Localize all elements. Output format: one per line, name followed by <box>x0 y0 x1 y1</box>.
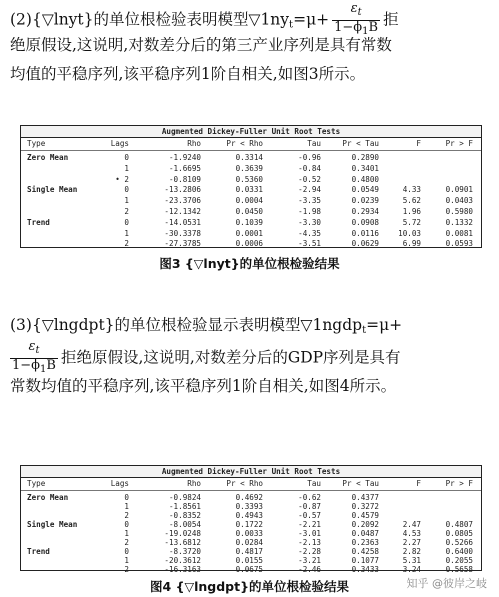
table-cell: 0.3639 <box>235 163 263 173</box>
paragraph-1-line-2: 绝原假设,这说明,对数差分后的第三产业序列是具有常数 <box>10 36 392 54</box>
table-cell: 0.0284 <box>235 538 263 547</box>
fraction-denominator: 1−ϕ <box>12 358 41 373</box>
table-cell: 0.5980 <box>445 206 473 216</box>
adf-table-1 <box>20 125 482 248</box>
column-header: Rho <box>187 479 201 488</box>
table-cell: 0.4817 <box>235 547 263 556</box>
table-cell: 3.24 <box>402 565 421 574</box>
paragraph-1-line-3: 均值的平稳序列,该平稳序列1阶自相关,如图3所示。 <box>10 65 366 83</box>
table-cell: 0.0805 <box>445 529 473 538</box>
figure-caption-4: 图4 {▽lngdpt}的单位根检验结果 <box>150 579 349 594</box>
fraction-numerator: ε <box>350 1 358 16</box>
paragraph-2-line-2 <box>10 339 492 375</box>
table-cell: -0.52 <box>298 174 321 184</box>
subscript: t <box>362 325 367 336</box>
table-row <box>21 502 481 511</box>
table-cell: 0.3314 <box>235 153 263 162</box>
column-header: Lags <box>110 139 129 148</box>
table-cell: 6.99 <box>402 239 421 249</box>
table-cell: -3.01 <box>298 529 321 538</box>
table-cell: 0.4800 <box>351 174 379 184</box>
table-row <box>21 239 481 250</box>
table-cell: -0.9824 <box>168 493 201 502</box>
text-segment: (2){▽lnyt}的单位根检验表明模型▽1ny <box>10 10 290 29</box>
table-cell: 1 <box>124 556 129 565</box>
table-cell: 0.4258 <box>351 547 379 556</box>
table-cell: -14.0531 <box>164 217 201 227</box>
paragraph-2 <box>10 311 492 401</box>
column-header: Pr > F <box>445 139 473 148</box>
table-cell: 0.0450 <box>235 206 263 216</box>
table-cell: -0.96 <box>298 153 321 162</box>
table-cell: 1 <box>124 228 129 238</box>
table-cell: 0.5266 <box>445 538 473 547</box>
subscript: 1 <box>362 26 369 37</box>
table-cell: 0.1039 <box>235 217 263 227</box>
table-cell: 0 <box>124 185 129 195</box>
table-cell: 1 <box>124 502 129 511</box>
column-header: Tau <box>307 479 321 488</box>
column-header: Tau <box>307 139 321 148</box>
table-cell: -3.30 <box>298 217 321 227</box>
table-cell: 0.0331 <box>235 185 263 195</box>
table-cell: 2 <box>124 511 129 520</box>
table-cell: -27.3785 <box>164 239 201 249</box>
table-cell: -1.98 <box>298 206 321 216</box>
table-cell: 0.0239 <box>351 196 379 206</box>
table-cell: 2.82 <box>402 547 421 556</box>
table-cell: 0 <box>124 153 129 162</box>
fraction-denominator-tail: B <box>46 358 56 373</box>
table-cell: 0.0116 <box>351 228 379 238</box>
fraction-numerator: ε <box>28 339 36 354</box>
table-cell: 0.1722 <box>235 520 263 529</box>
table-cell: -23.3706 <box>164 196 201 206</box>
table-cell: 0.0155 <box>235 556 263 565</box>
table-cell: 0.0001 <box>235 228 263 238</box>
table-cell: 0.3393 <box>235 502 263 511</box>
table-cell: 1 <box>124 529 129 538</box>
table-cell: 10.03 <box>398 228 421 238</box>
table-cell: -4.35 <box>298 228 321 238</box>
table-cell: 0.6400 <box>445 547 473 556</box>
column-header: Type <box>27 139 46 148</box>
table-cell: 0.1332 <box>445 217 473 227</box>
table-cell: 0.0006 <box>235 239 263 249</box>
table-title: Augmented Dickey-Fuller Unit Root Tests <box>21 126 481 138</box>
table-cell: 2 <box>124 538 129 547</box>
text-segment: =μ+ <box>293 10 330 29</box>
table-cell: 0.2092 <box>351 520 379 529</box>
table-row <box>21 511 481 520</box>
text-segment: 拒 <box>383 10 399 29</box>
table-body <box>21 153 481 250</box>
table-row <box>21 175 481 186</box>
table-cell: -2.13 <box>298 538 321 547</box>
table-row <box>21 565 481 574</box>
table-cell: 0.2934 <box>351 206 379 216</box>
table-cell: 0.0487 <box>351 529 379 538</box>
table-cell: 0.2055 <box>445 556 473 565</box>
table-cell: 0.0901 <box>445 185 473 195</box>
table-cell: Single Mean <box>27 520 78 529</box>
table-cell: 0.3401 <box>351 163 379 173</box>
column-header: Pr < Tau <box>342 139 379 148</box>
column-header: F <box>416 479 421 488</box>
table-cell: 2 <box>124 206 129 216</box>
table-body <box>21 493 481 574</box>
table-header-row <box>21 138 481 151</box>
subscript: t <box>357 7 362 18</box>
table-cell: 5.72 <box>402 217 421 227</box>
table-cell: -0.57 <box>298 511 321 520</box>
column-header: Type <box>27 479 46 488</box>
table-row <box>21 556 481 565</box>
table-cell: Trend <box>27 547 50 556</box>
table-cell: -20.3612 <box>164 556 201 565</box>
table-cell: -8.0054 <box>168 520 201 529</box>
table-cell: 0.0908 <box>351 217 379 227</box>
table-row <box>21 520 481 529</box>
table-cell: 0.0081 <box>445 228 473 238</box>
table-cell: 0.0549 <box>351 185 379 195</box>
subscript: t <box>35 345 40 356</box>
text-segment: 拒绝原假设,这说明,对数差分后的GDP序列是具有 <box>60 348 401 367</box>
table-cell: 0.0033 <box>235 529 263 538</box>
table-cell: -0.87 <box>298 502 321 511</box>
subscript: t <box>289 19 294 31</box>
table-row <box>21 207 481 218</box>
table-cell: -13.6812 <box>164 538 201 547</box>
table-cell: -3.21 <box>298 556 321 565</box>
fraction-denominator-tail: B <box>368 20 379 35</box>
table-cell: 5.62 <box>402 196 421 206</box>
table-cell: -3.51 <box>298 239 321 249</box>
column-header: Lags <box>110 479 129 488</box>
table-cell: 0.5360 <box>235 174 263 184</box>
table-cell: -16.3163 <box>164 565 201 574</box>
table-header-row <box>21 478 481 491</box>
table-row <box>21 185 481 196</box>
table-cell: 0.3272 <box>351 502 379 511</box>
column-header: Pr < Tau <box>342 479 379 488</box>
table-cell: -0.84 <box>298 163 321 173</box>
column-header: F <box>416 139 421 148</box>
table-cell: 0.0004 <box>235 196 263 206</box>
table-cell: 0.4692 <box>235 493 263 502</box>
table-cell: -0.62 <box>298 493 321 502</box>
column-header: Pr < Rho <box>226 479 263 488</box>
adf-table-2 <box>20 465 482 574</box>
table-cell: -0.8109 <box>168 174 201 184</box>
table-cell: 0.4579 <box>351 511 379 520</box>
text-segment: =μ+ <box>366 316 403 334</box>
table-cell: -0.8352 <box>168 511 201 520</box>
table-cell: Zero Mean <box>27 153 69 162</box>
table-cell: -30.3378 <box>164 228 201 238</box>
table-row <box>21 153 481 164</box>
table-cell: -2.28 <box>298 547 321 556</box>
paragraph-2-line-1 <box>10 311 492 340</box>
table-row <box>21 229 481 240</box>
table-cell: -1.9240 <box>168 153 201 162</box>
table-cell: 2 <box>124 565 129 574</box>
table-row <box>21 547 481 556</box>
column-header: Pr > F <box>445 479 473 488</box>
table-cell: 0.3433 <box>351 565 379 574</box>
table-cell: -3.35 <box>298 196 321 206</box>
table-row <box>21 529 481 538</box>
table-cell: 4.33 <box>402 185 421 195</box>
table-cell: 1 <box>124 163 129 173</box>
table-cell: -1.8561 <box>168 502 201 511</box>
table-cell: -8.3720 <box>168 547 201 556</box>
table-cell: 1 <box>124 196 129 206</box>
table-row <box>21 196 481 207</box>
table-cell: 0.4943 <box>235 511 263 520</box>
subscript: 1 <box>40 364 47 375</box>
table-cell: -12.1342 <box>164 206 201 216</box>
text-segment: (3){▽lngdpt}的单位根检验显示表明模型▽1ngdp <box>10 316 363 334</box>
table-cell: 0.0403 <box>445 196 473 206</box>
table-cell: 0.2363 <box>351 538 379 547</box>
table-cell: 5.31 <box>402 556 421 565</box>
table-cell: -2.94 <box>298 185 321 195</box>
paragraph-2-line-3: 常数均值的平稳序列,该平稳序列1阶自相关,如图4所示。 <box>10 377 397 395</box>
table-cell: -13.2806 <box>164 185 201 195</box>
column-header: Pr < Rho <box>226 139 263 148</box>
table-cell: 2.47 <box>402 520 421 529</box>
watermark: 知乎 @彼岸之岐 <box>406 577 487 590</box>
table-cell: 0.2890 <box>351 153 379 162</box>
table-cell: Trend <box>27 217 50 227</box>
paragraph-1 <box>10 2 492 89</box>
table-cell: -2.46 <box>298 565 321 574</box>
table-row <box>21 538 481 547</box>
table-cell: 0.5658 <box>445 565 473 574</box>
table-cell: 0.0675 <box>235 565 263 574</box>
table-cell: 4.53 <box>402 529 421 538</box>
table-cell: 0.4807 <box>445 520 473 529</box>
fraction-denominator: 1−ϕ <box>334 20 363 35</box>
table-row <box>21 164 481 175</box>
table-cell: • 2 <box>115 174 129 184</box>
table-cell: 2.27 <box>402 538 421 547</box>
column-header: Rho <box>187 139 201 148</box>
figure-caption-3: 图3 {▽lnyt}的单位根检验结果 <box>159 256 340 271</box>
table-cell: -2.21 <box>298 520 321 529</box>
table-cell: Zero Mean <box>27 493 69 502</box>
table-row <box>21 493 481 502</box>
table-cell: 0 <box>124 493 129 502</box>
table-cell: -1.6695 <box>168 163 201 173</box>
table-cell: 0.1077 <box>351 556 379 565</box>
table-cell: 0.0629 <box>351 239 379 249</box>
table-cell: 0.0593 <box>445 239 473 249</box>
table-cell: 1.96 <box>402 206 421 216</box>
table-cell: 0 <box>124 520 129 529</box>
table-cell: 0 <box>124 547 129 556</box>
table-title: Augmented Dickey-Fuller Unit Root Tests <box>21 466 481 478</box>
table-cell: -19.0248 <box>164 529 201 538</box>
paragraph-1-line-1 <box>10 1 492 37</box>
table-cell: 0 <box>124 217 129 227</box>
table-cell: 0.4377 <box>351 493 379 502</box>
table-cell: 2 <box>124 239 129 249</box>
table-cell: Single Mean <box>27 185 78 195</box>
table-row <box>21 218 481 229</box>
